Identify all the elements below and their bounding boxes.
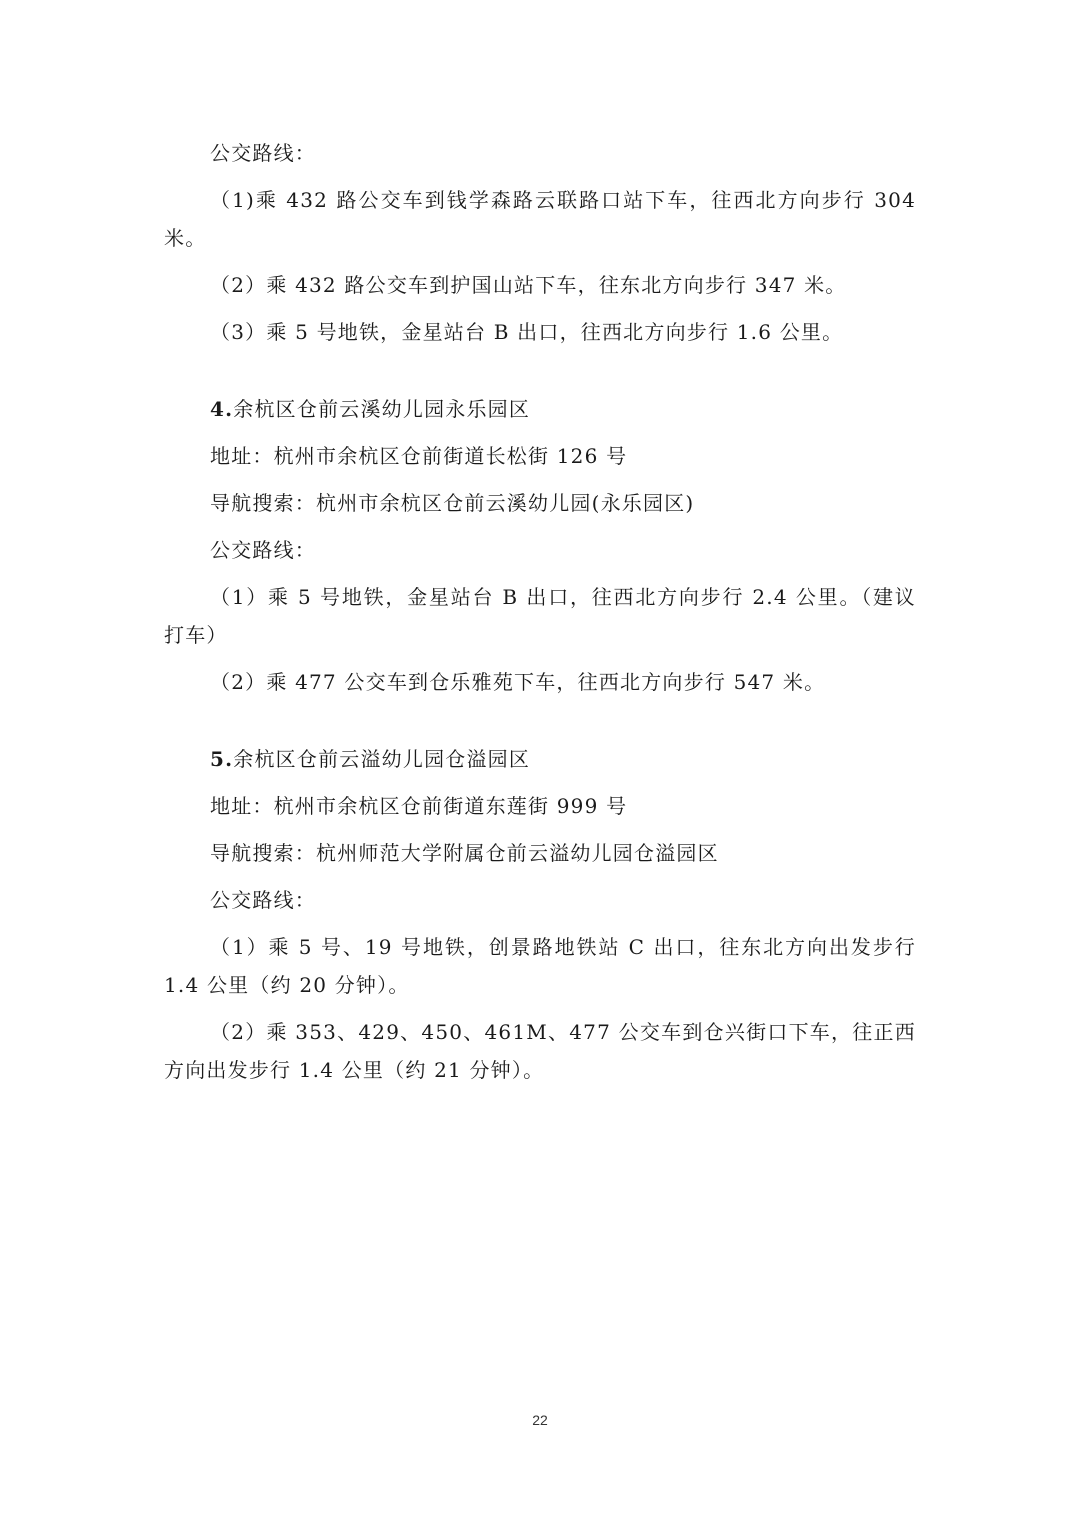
page-number: 22	[532, 1412, 548, 1428]
page-content	[164, 134, 916, 1089]
bus-routes-label: 公交路线：	[210, 888, 316, 912]
bus-routes-label: 公交路线：	[210, 141, 316, 165]
bus-route-item: （1）乘 5 号地铁，金星站台 B 出口，往西北方向步行 2.4 公里。（建议打车）	[164, 585, 916, 647]
bus-route-item: （2）乘 353、429、450、461M、477 公交车到仓兴街口下车，往正西方向出发步行 1.4 公里（约 21 分钟）。	[164, 1020, 916, 1082]
bus-route-item: （1)乘 432 路公交车到钱学森路云联路口站下车，往西北方向步行 304 米。	[164, 188, 916, 250]
section-title: 余杭区仓前云溪幼儿园永乐园区	[233, 397, 531, 421]
navigation-line: 导航搜索：杭州市余杭区仓前云溪幼儿园(永乐园区)	[210, 491, 695, 515]
bus-route-item: （2）乘 432 路公交车到护国山站下车，往东北方向步行 347 米。	[210, 273, 847, 297]
section-number: 4.	[210, 397, 234, 421]
bus-route-item: （2）乘 477 公交车到仓乐雅苑下车，往西北方向步行 547 米。	[210, 670, 826, 694]
section-number: 5.	[210, 747, 234, 771]
section-heading	[164, 390, 916, 428]
bus-routes-label: 公交路线：	[210, 538, 316, 562]
address-line: 地址：杭州市余杭区仓前街道长松街 126 号	[210, 444, 628, 468]
section-title: 余杭区仓前云溢幼儿园仓溢园区	[233, 747, 531, 771]
section-heading	[164, 740, 916, 778]
address-line: 地址：杭州市余杭区仓前街道东莲街 999 号	[210, 794, 628, 818]
bus-route-item: （3）乘 5 号地铁，金星站台 B 出口，往西北方向步行 1.6 公里。	[210, 320, 844, 344]
bus-route-item: （1）乘 5 号、19 号地铁，创景路地铁站 C 出口，往东北方向出发步行 1.4 公里（约 20 分钟）。	[164, 935, 916, 997]
navigation-line: 导航搜索：杭州师范大学附属仓前云溢幼儿园仓溢园区	[210, 841, 719, 865]
